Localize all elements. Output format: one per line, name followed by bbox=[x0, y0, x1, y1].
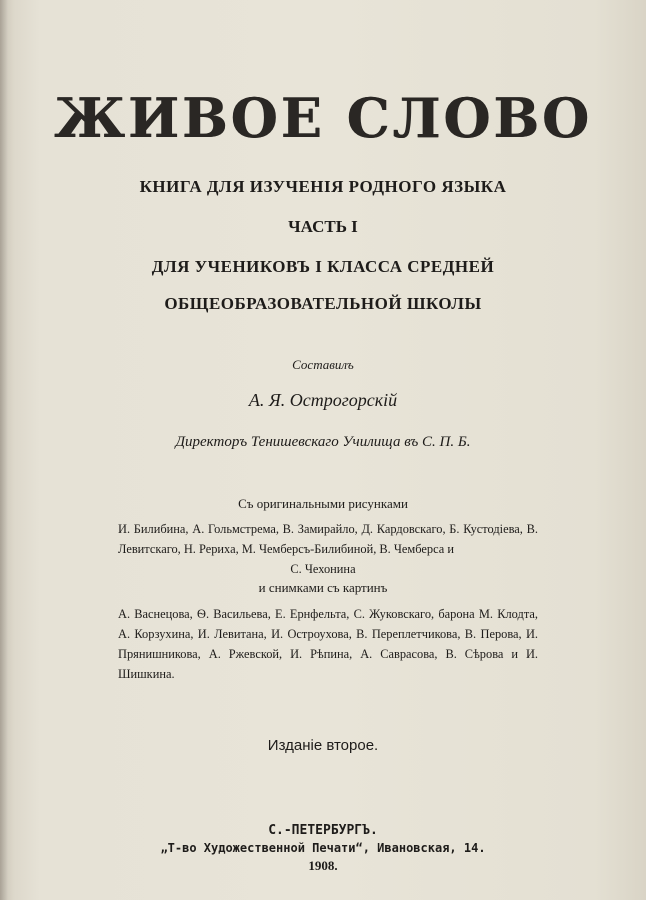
illustrators-list-last: С. Чехонина bbox=[290, 562, 356, 576]
audience-line-2: ОБЩЕОБРАЗОВАТЕЛЬНОЙ ШКОЛЫ bbox=[164, 294, 482, 313]
edition-note: Изданіе второе. bbox=[267, 737, 379, 754]
book-title: ЖИВОЕ СЛОВО bbox=[54, 86, 592, 150]
illustrators-list: И. Билибина, А. Гольмстрема, В. Замирайло, Д. Кардовскаго, Б. Кустодіева, В. Левитскаго, Н. Рериха, М. Чемберсъ-Билибиной, В. Чемберса и bbox=[118, 522, 538, 556]
author-position: Директоръ Тенишевскаго Училища въ С. П. Б. bbox=[175, 434, 471, 450]
author-name: А. Я. Острогорскій bbox=[248, 390, 398, 410]
book-subtitle: КНИГА ДЛЯ ИЗУЧЕНІЯ РОДНОГО ЯЗЫКА bbox=[139, 177, 507, 196]
part-number: ЧАСТЬ I bbox=[288, 217, 358, 236]
illustrations-heading: Съ оригинальными рисунками bbox=[238, 496, 408, 511]
publication-year: 1908. bbox=[308, 858, 338, 873]
painters-list: А. Васнецова, Ѳ. Васильева, Е. Ернфельта, С. Жуковскаго, барона М. Клодта, А. Корзухина, И. Левитана, И. Остроухова, В. Переплетчикова, В. Перова, И. Прянишникова, А. Ржевской, И. Рѣпина, А. Саврасова, В. Сѣрова и И. Шишкина. bbox=[118, 607, 538, 681]
audience-line-1: ДЛЯ УЧЕНИКОВЪ I КЛАССА СРЕДНЕЙ bbox=[151, 257, 495, 276]
compiled-by-label: Составилъ bbox=[292, 357, 354, 372]
publication-city: С.-ПЕТЕРБУРГЪ. bbox=[268, 823, 378, 838]
publisher-imprint: „Т-во Художественной Печати“, Ивановская, 14. bbox=[160, 841, 486, 855]
photos-heading: и снимками съ картинъ bbox=[258, 580, 388, 595]
